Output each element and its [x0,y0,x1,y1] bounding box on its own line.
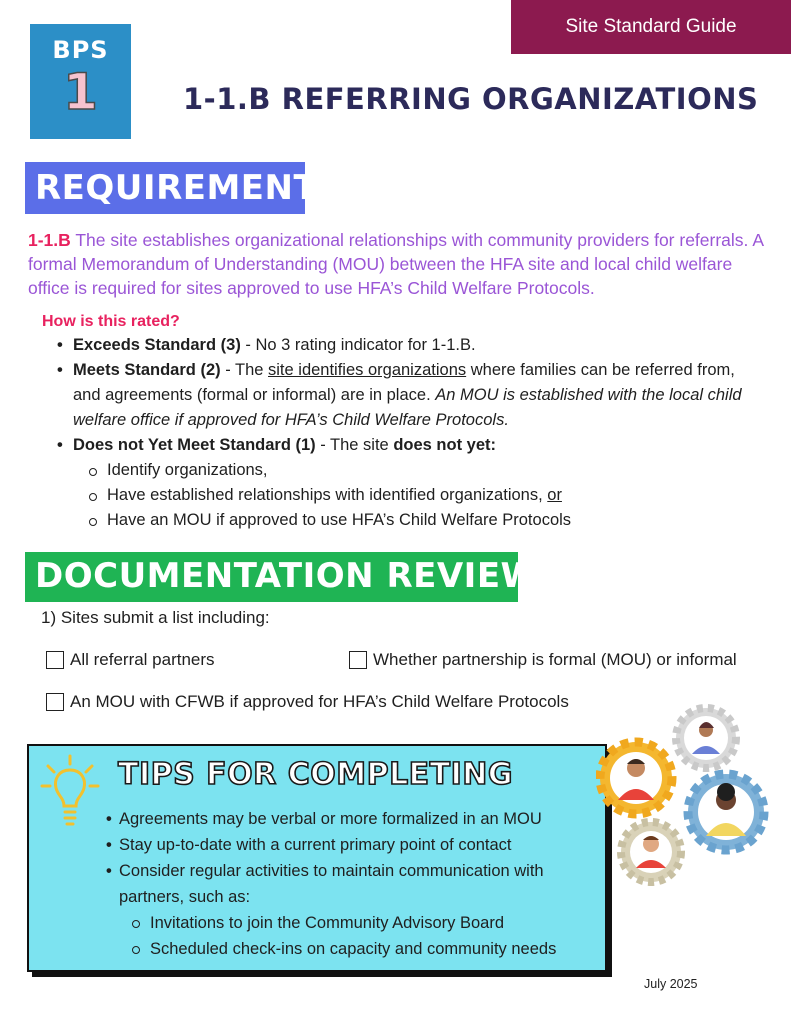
requirement-code: 1-1.B [28,230,71,250]
requirement-text [28,228,773,300]
rating-exceeds [56,333,756,358]
checkbox[interactable] [349,651,367,669]
bps-badge [30,24,131,139]
checkbox[interactable] [46,693,64,711]
checklist-item-partnership-type[interactable] [349,650,737,670]
documentation-lead: 1) Sites submit a list including: [41,608,270,627]
tip-sublist [130,910,601,962]
gear-icon [688,774,764,850]
bps-code: BPS [52,36,109,64]
not-yet-item-text: Have established relationships with identified organizations, [107,486,548,504]
meets-pre: - The [220,361,269,379]
meets-italic: An MOU is established with the local child welfare office if approved for HFA’s Child Welfare Protocols. [73,386,742,429]
tip-item [106,858,601,962]
checkbox[interactable] [46,651,64,669]
exceeds-label: Exceeds Standard (3) [73,336,241,354]
lightbulb-icon [40,752,100,832]
requirement-banner: REQUIREMENT [25,162,305,214]
exceeds-text: - No 3 rating indicator for 1-1.B. [240,336,476,354]
checklist-item-referral-partners[interactable] [46,650,215,670]
rating-meets [56,358,756,433]
or-word: or [547,486,562,504]
publication-date: July 2025 [644,977,698,991]
tip-item: • Agreements may be verbal or more formalized in an MOU [106,806,601,832]
how-rated-label: How is this rated? [42,313,180,330]
checklist-label: An MOU with CFWB if approved for HFA’s Child Welfare Protocols [70,692,569,711]
checklist-label: Whether partnership is formal (MOU) or informal [373,650,737,669]
bps-number: 1 [63,63,98,121]
tips-title: TIPS FOR COMPLETING [118,757,514,792]
tip-item-text: Consider regular activities to maintain communication with partners, such as: [119,862,544,906]
documentation-review-banner: DOCUMENTATION REVIEW [25,552,518,602]
requirement-body: The site establishes organizational relationships with community providers for referrals. A formal Memorandum of Understanding (MOU) between the HFA site and local child welfare office is required for sites approved to use HFA’s Child Welfare Protocols. [28,230,764,298]
meets-underlined: site identifies organizations [268,361,467,379]
not-yet-sublist [87,458,756,533]
meets-label: Meets Standard (2) [73,361,221,379]
not-yet-item: Have an MOU if approved to use HFA’s Child Welfare Protocols [87,508,756,533]
tips-list [106,806,601,962]
gear-icon [600,742,672,814]
gear-icon [621,822,681,882]
rating-not-yet [56,433,756,533]
rating-list [56,333,756,533]
not-yet-item: Identify organizations, [87,458,756,483]
tip-item: • Stay up-to-date with a current primary point of contact [106,832,601,858]
page-title: 1-1.B REFERRING ORGANIZATIONS [183,82,759,116]
tip-sub-item: Invitations to join the Community Advisory Board [130,910,601,936]
checklist-label: All referral partners [70,650,215,669]
tip-sub-item: Scheduled check-ins on capacity and community needs [130,936,601,962]
not-yet-bold: does not yet: [393,436,497,454]
site-standard-guide-tab: Site Standard Guide [511,0,791,54]
not-yet-pre: - The site [315,436,394,454]
not-yet-label: Does not Yet Meet Standard (1) [73,436,316,454]
meets-text: where families can be referred from, and agreements (formal or informal) are in place. [73,361,735,404]
not-yet-item [87,483,756,508]
community-gears-illustration [596,700,786,890]
checklist-item-mou-cfwb[interactable] [46,692,569,712]
gear-icon [676,708,736,768]
